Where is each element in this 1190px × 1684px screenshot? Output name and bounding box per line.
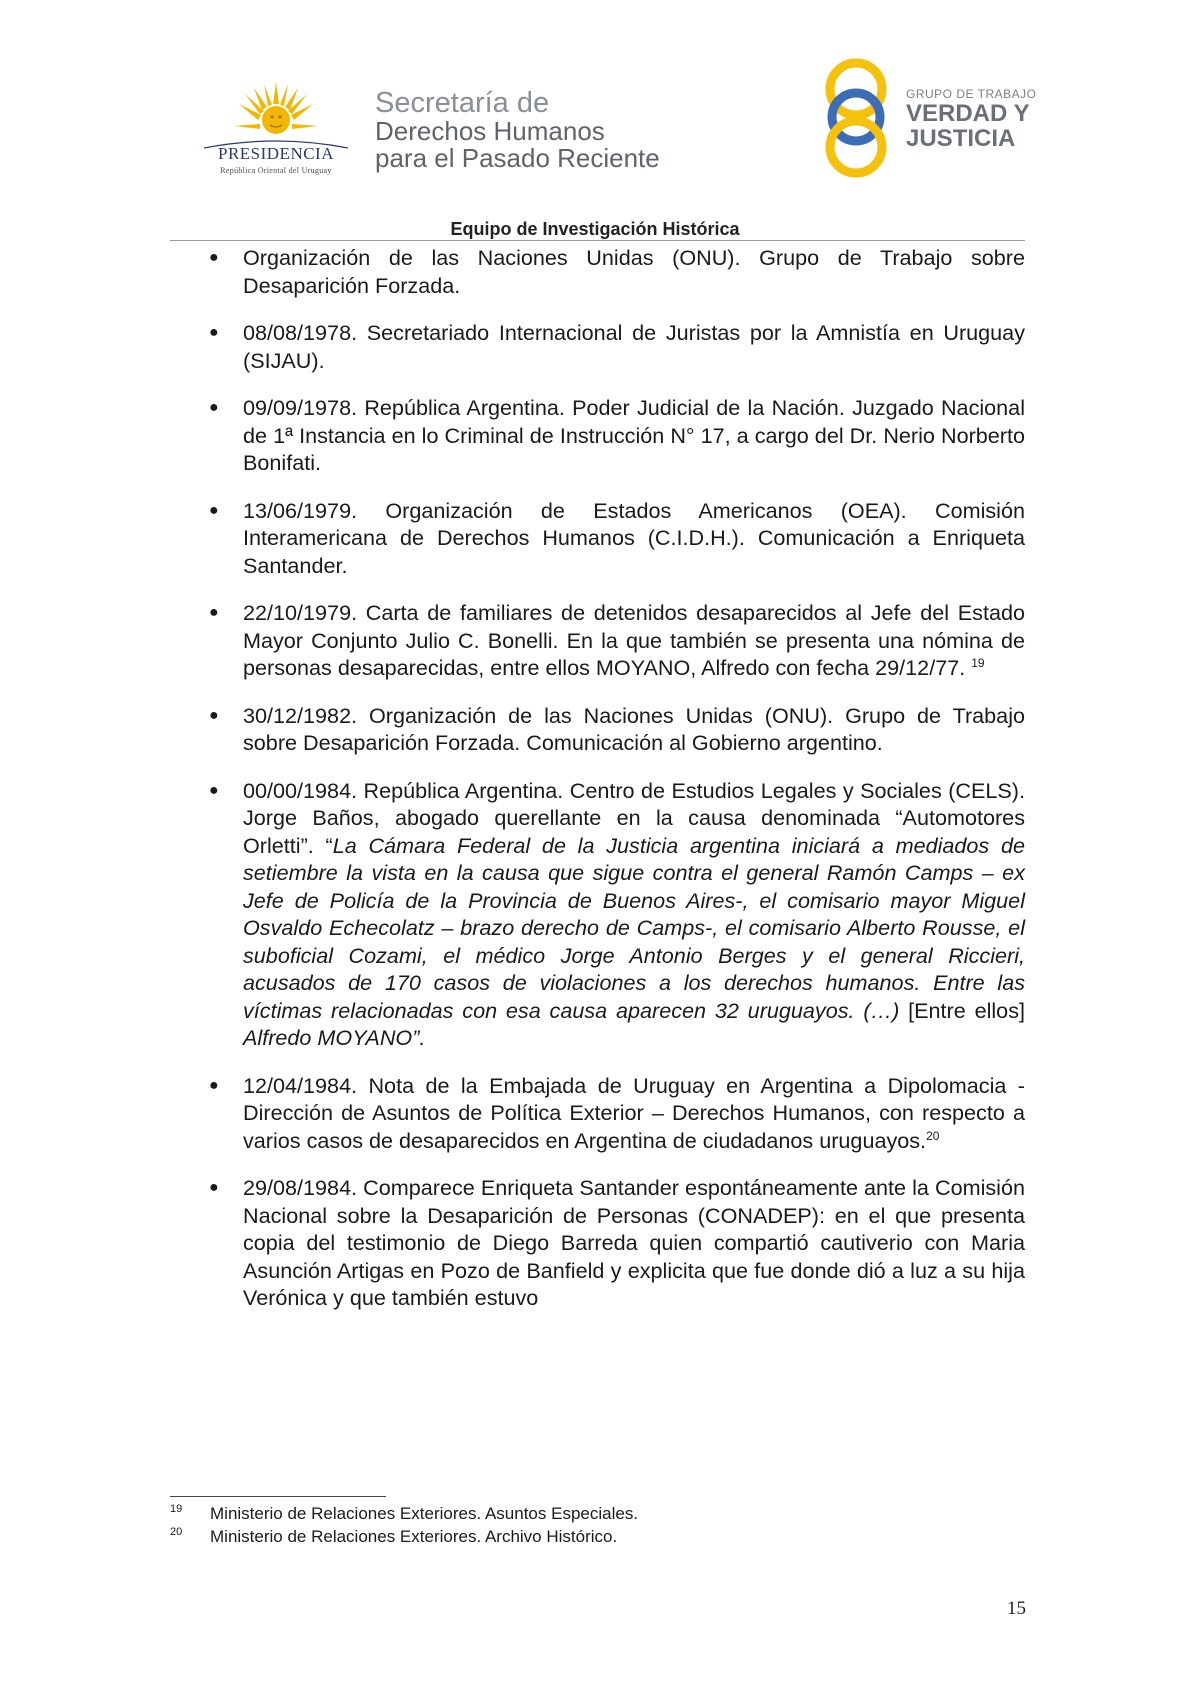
bullet-icon: ● <box>209 1076 219 1094</box>
interlocking-rings-icon <box>820 55 900 180</box>
list-item <box>207 777 1025 1052</box>
bullet-icon: ● <box>209 604 219 621</box>
footnote-divider <box>170 1496 386 1497</box>
bullet-icon: ● <box>209 1179 219 1196</box>
entry-text: [Entre ellos] <box>899 997 1025 1023</box>
list-item <box>207 244 1025 299</box>
entry-text: 30/12/1982. Organización de las Naciones Unidas (ONU). Grupo de Trabajo sobre Desaparición Forzada. Comunicación al Gobierno argentino. <box>243 702 1025 755</box>
bullet-icon: ● <box>209 501 219 519</box>
document-body <box>207 244 1025 1332</box>
list-item <box>207 702 1025 757</box>
team-title: Equipo de Investigación Histórica <box>450 219 740 239</box>
entry-text: 29/08/1984. Comparece Enriqueta Santander espontáneamente ante la Comisión Nacional sobre la Desaparición de Personas (CONADEP): en el que presenta copia del testimonio de Diego Barreda quien compartió cautiverio con Maria Asunción Artigas en Pozo de Banfield y explicita que fue donde dió a luz a su hija Verónica y que también estuvo <box>243 1175 1025 1310</box>
list-item <box>207 1072 1025 1155</box>
secretaria-logo-text <box>375 88 660 172</box>
footnote <box>170 1502 1025 1525</box>
page-header <box>0 0 1190 250</box>
footnote-ref[interactable]: 19 <box>971 656 985 670</box>
presidencia-subtitle: República Oriental del Uruguay <box>220 166 332 175</box>
list-item <box>207 319 1025 374</box>
entry-text: 12/04/1984. Nota de la Embajada de Uruguay en Argentina a Dipolomacia - Dirección de Asuntos de Política Exterior – Derechos Humanos, con respecto a varios casos de desaparecidos en Argentina de ciudadanos uruguayos. <box>243 1072 1025 1153</box>
footnote-text: Ministerio de Relaciones Exteriores. Archivo Histórico. <box>210 1527 618 1546</box>
grupo-trabajo-line2: VERDAD Y <box>906 100 1030 127</box>
footnote-ref[interactable]: 20 <box>926 1128 940 1143</box>
bullet-icon: ● <box>209 781 219 799</box>
entry-text: 00/00/1984. República Argentina. Centro de Estudios Legales y Sociales (CELS). Jorge Baños, abogado querellante en la causa denominada “Automotores Orletti”. “ <box>243 777 1025 858</box>
grupo-trabajo-text <box>906 87 1036 151</box>
bullet-icon: ● <box>209 324 219 341</box>
secretaria-line2: Derechos Humanos <box>375 116 605 146</box>
footnote-text: Ministerio de Relaciones Exteriores. Asuntos Especiales. <box>210 1504 639 1523</box>
bullet-icon: ● <box>209 706 219 724</box>
header-divider <box>170 240 1025 241</box>
entry-quote: La Cámara Federal de la Justicia argentina iniciará a mediados de setiembre la vista en la causa que sigue contra el general Ramón Camps – ex Jefe de Policía de la Provincia de Buenos Aires-, el comisario mayor Miguel Osvaldo Echecolatz – brazo derecho de Camps-, el comisario Alberto Rousse, el suboficial Cozami, el médico Jorge Antonio Berges y el general Riccieri, acusados de 170 casos de violaciones a los derechos humanos. Entre las víctimas relacionadas con esa causa aparecen 32 uruguayos. (…) <box>243 832 1025 1023</box>
secretaria-line3: para el Pasado Reciente <box>375 143 660 173</box>
bullet-icon: ● <box>209 249 219 266</box>
presidencia-name: PRESIDENCIA <box>217 144 334 163</box>
secretaria-line1: Secretaría de <box>375 87 550 119</box>
grupo-trabajo-line1: GRUPO DE TRABAJO <box>906 87 1037 101</box>
entry-text: 13/06/1979. Organización de Estados Americanos (OEA). Comisión Interamericana de Derechos Humanos (C.I.D.H.). Comunicación a Enriqueta Santander. <box>243 497 1025 578</box>
list-item <box>207 497 1025 580</box>
footnote <box>170 1525 1025 1548</box>
entry-text: 09/09/1978. República Argentina. Poder Judicial de la Nación. Juzgado Nacional de 1ª Instancia en lo Criminal de Instrucción N° 17, a cargo del Dr. Nerio Norberto Bonifati. <box>243 395 1025 475</box>
grupo-trabajo-line3: JUSTICIA <box>906 125 1016 152</box>
entry-text: Organización de las Naciones Unidas (ONU). Grupo de Trabajo sobre Desaparición Forzada. <box>243 245 1025 298</box>
entry-quote: Alfredo MOYANO”. <box>243 1025 426 1050</box>
presidencia-logo <box>196 80 356 180</box>
list-item <box>207 394 1025 477</box>
footnote-number: 20 <box>170 1526 183 1538</box>
bullet-icon: ● <box>209 399 219 416</box>
list-item <box>207 1174 1025 1312</box>
page-number: 15 <box>1007 1598 1026 1619</box>
entry-text: 08/08/1978. Secretariado Internacional de Juristas por la Amnistía en Uruguay (SIJAU). <box>243 320 1025 373</box>
footnotes <box>170 1502 1025 1548</box>
grupo-trabajo-logo <box>820 55 1040 180</box>
entry-text: 22/10/1979. Carta de familiares de detenidos desaparecidos al Jefe del Estado Mayor Conjunto Julio C. Bonelli. En la que también se presenta una nómina de personas desaparecidas, entre ellos MOYANO, Alfredo con fecha 29/12/77. <box>243 600 1025 680</box>
list-item <box>207 599 1025 682</box>
footnote-number: 19 <box>170 1503 183 1515</box>
